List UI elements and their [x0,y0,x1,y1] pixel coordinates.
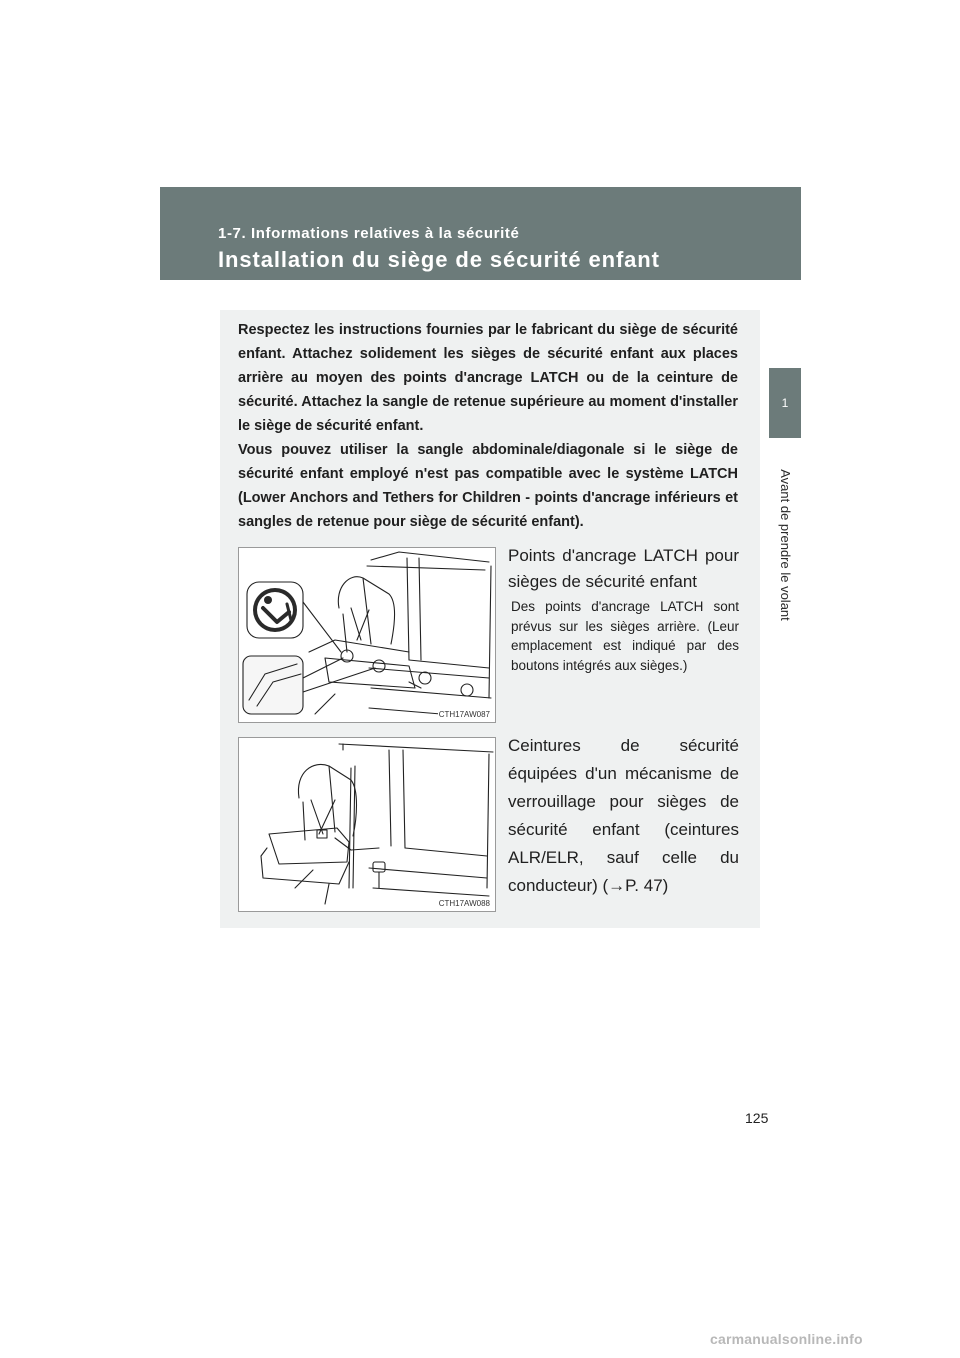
watermark[interactable]: carmanualsonline.info [710,1331,863,1347]
anchor-symbol-callout [247,582,341,652]
chapter-tab: 1 [769,368,801,438]
chapter-header [160,187,801,280]
child-seat-drawing [261,764,385,904]
item-body: Des points d'ancrage LATCH sont prévus sur les sièges arrière. (Leur emplacement est indiqué par des boutons intégrés aux sièges.) [511,599,739,673]
rear-seat-drawing [309,552,491,718]
item-heading: Points d'ancrage LATCH pour sièges de sécurité enfant [508,546,739,591]
page-title: Installation du siège de sécurité enfant [218,247,660,272]
chapter-tab-label: Avant de prendre le volant [778,469,793,621]
rear-seat-drawing [339,744,493,896]
figure-code: CTH17AW088 [438,899,490,908]
item-heading: Ceintures de sécurité équipées d'un mécanisme de verrouillage pour sièges de sécurité enfant (ceintures ALR/ELR, sauf celle du conducteur) (→P. 47) [508,736,739,895]
page-number: 125 [745,1110,769,1126]
anchor-detail-callout [243,656,375,714]
section-label: 1-7. Informations relatives à la sécurité [218,225,520,242]
latch-anchor-illustration [238,547,496,723]
figure-code: CTH17AW087 [438,710,490,719]
intro-paragraph: Vous pouvez utiliser la sangle abdominale/diagonale si le siège de sécurité enfant employé n'est pas compatible avec le système LATCH (Lower Anchors and Tethers for Children - points d'ancrage inférieurs et sangles de retenue pour siège de sécurité enfant). [238,442,738,530]
intro-paragraph: Respectez les instructions fournies par le fabricant du siège de sécurité enfant. Attachez solidement les sièges de sécurité enfant aux places arrière au moyen des points d'ancrage LATCH ou de la ceinture de sécurité. Attachez la sangle de retenue supérieure au moment d'installer le siège de sécurité enfant. [238,322,738,434]
content-panel [220,310,760,928]
seatbelt-lock-illustration [238,737,496,912]
